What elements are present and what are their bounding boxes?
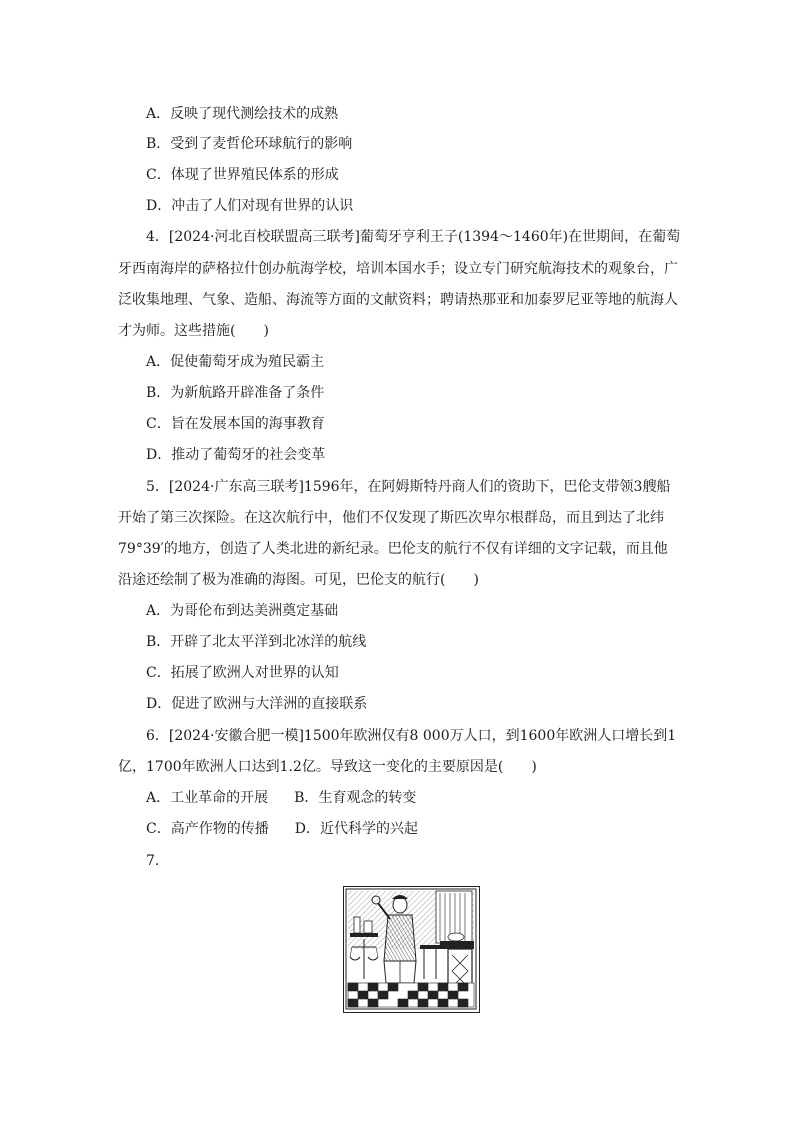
q6-option-d[interactable]: D．近代科学的兴起: [294, 821, 418, 837]
q5-stem-line-3: 79°39′的地方，创造了人类北进的新纪录。巴伦支的航行不仅有详细的文字记载，而且他: [118, 541, 668, 557]
q5-option-d[interactable]: D．促进了欧洲与大洋洲的直接联系: [146, 696, 368, 712]
q5-option-b[interactable]: B．开辟了北太平洋到北冰洋的航线: [146, 634, 367, 650]
q5-option-a[interactable]: A．为哥伦布到达美洲奠定基础: [146, 603, 339, 619]
q6-options-row-2: [146, 819, 418, 839]
woodcut-scholar-with-instruments-icon: [343, 886, 480, 1013]
q7-number: 7．: [146, 853, 169, 869]
q4-stem-line-3: 泛收集地理、气象、造船、海流等方面的文献资料；聘请热那亚和加泰罗尼亚等地的航海人: [118, 292, 678, 308]
q3-option-c[interactable]: C．体现了世界殖民体系的形成: [146, 167, 339, 183]
q4-stem-line-4: 才为师。这些措施( ): [118, 323, 269, 339]
q3-option-b[interactable]: B．受到了麦哲伦环球航行的影响: [146, 136, 353, 152]
q6-option-c[interactable]: C．高产作物的传播: [146, 821, 269, 837]
q6-options-row-1: [146, 788, 416, 808]
q5-option-c[interactable]: C．拓展了欧洲人对世界的认知: [146, 665, 339, 681]
q4-option-d[interactable]: D．推动了葡萄牙的社会变革: [146, 447, 326, 463]
q4-stem-line-1: 4．[2024·河北百校联盟高三联考]葡萄牙亨利王子(1394～1460年)在世期间，在葡萄: [146, 229, 681, 245]
q3-option-d[interactable]: D．冲击了人们对现有世界的认识: [146, 198, 354, 214]
q4-stem-line-2: 牙西南海岸的萨格拉什创办航海学校，培训本国水手；设立专门研究航海技术的观象台，广: [118, 261, 678, 277]
q6-stem-line-2: 亿，1700年欧洲人口达到1.2亿。导致这一变化的主要原因是( ): [118, 759, 537, 775]
q4-option-a[interactable]: A．促使葡萄牙成为殖民霸主: [146, 354, 325, 370]
q6-option-a[interactable]: A．工业革命的开展: [146, 790, 269, 806]
q6-stem-line-1: 6．[2024·安徽合肥一模]1500年欧洲仅有8 000万人口，到1600年欧洲人口增长到1: [146, 728, 677, 744]
q6-option-b[interactable]: B．生育观念的转变: [294, 790, 417, 806]
q5-stem-line-2: 开始了第三次探险。在这次航行中，他们不仅发现了斯匹次卑尔根群岛，而且到达了北纬: [118, 510, 664, 526]
q3-option-a[interactable]: A．反映了现代测绘技术的成熟: [146, 106, 339, 122]
q4-option-c[interactable]: C．旨在发展本国的海事教育: [146, 416, 325, 432]
q4-option-b[interactable]: B．为新航路开辟准备了条件: [146, 385, 325, 401]
q5-stem-line-4: 沿途还绘制了极为准确的海图。可见，巴伦支的航行( ): [118, 572, 479, 588]
q5-stem-line-1: 5．[2024·广东高三联考]1596年，在阿姆斯特丹商人们的资助下，巴伦支带领3艘船: [146, 479, 671, 495]
